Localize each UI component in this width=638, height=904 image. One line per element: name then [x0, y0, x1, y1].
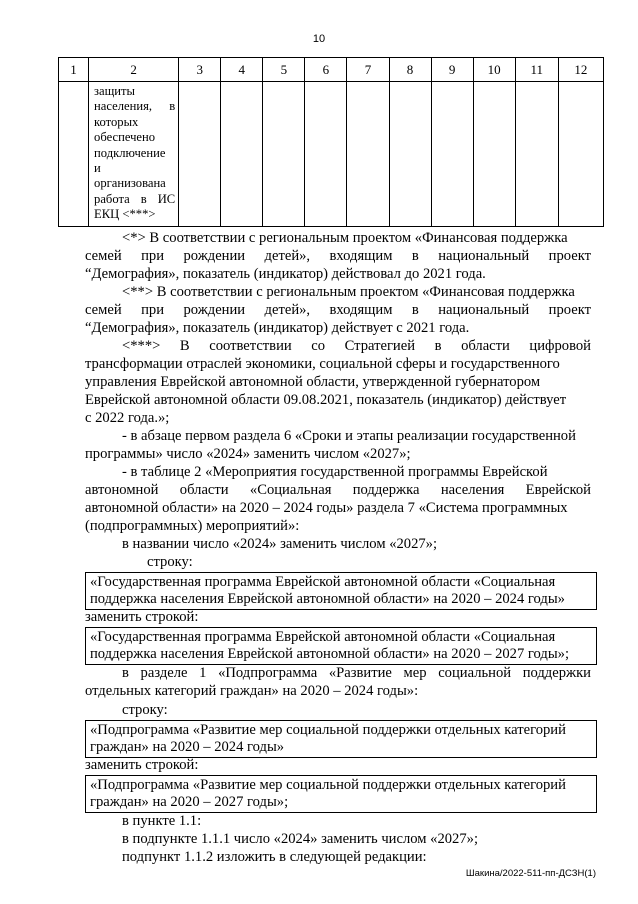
footnote-1-line: семей при рождении детей», входящим в национальный проект: [85, 248, 591, 264]
footnote-2-line: “Демография», показатель (индикатор) действует с 2021 года.: [85, 320, 470, 336]
header-cell: 1: [59, 58, 89, 82]
footnote-3-line: трансформации отраслей экономики, социальной сферы и государственного: [85, 356, 560, 372]
table-cell: [389, 82, 431, 227]
header-cell: 2: [89, 58, 179, 82]
footnote-3-line: с 2022 года.»;: [85, 410, 170, 426]
box-line: граждан» на 2020 – 2027 годы»;: [90, 794, 289, 810]
paragraph-line: подпункт 1.1.2 изложить в следующей редакции:: [122, 849, 427, 865]
cell-line: населения, в: [94, 99, 176, 114]
paragraph-line: в разделе 1 «Подпрограмма «Развитие мер социальной поддержки: [122, 665, 591, 681]
box-line: «Подпрограмма «Развитие мер социальной поддержки отдельных категорий: [90, 777, 566, 793]
page-number: 10: [312, 33, 326, 45]
footnote-1-line: <*> В соответствии с региональным проектом «Финансовая поддержка: [122, 230, 568, 246]
header-cell: 7: [347, 58, 389, 82]
table-header-row: [59, 58, 604, 82]
cell-line: организована: [94, 176, 166, 191]
replacement-box-new: [85, 627, 597, 665]
paragraph-line: в пункте 1.1:: [122, 813, 202, 829]
indicator-cell: [89, 82, 179, 227]
footnote-3-line: <***> В соответствии со Стратегией в области цифровой: [122, 338, 591, 354]
cell-line: и: [94, 161, 101, 176]
cell-line: которых: [94, 114, 139, 129]
header-cell: 8: [389, 58, 431, 82]
header-cell: 5: [263, 58, 305, 82]
cell-line: подключение: [94, 145, 166, 160]
footnote-2-line: <**> В соответствии с региональным проектом «Финансовая поддержка: [122, 284, 575, 300]
table-cell: [431, 82, 473, 227]
box-line: «Подпрограмма «Развитие мер социальной поддержки отдельных категорий: [90, 722, 566, 738]
table-cell: [59, 82, 89, 227]
table-cell: [221, 82, 263, 227]
paragraph-line: программы» число «2024» заменить числом «2027»;: [85, 446, 411, 462]
table-cell: [515, 82, 558, 227]
paragraph-line: (подпрограммных) мероприятий»:: [85, 518, 300, 534]
continuation-table: [58, 57, 604, 227]
box-line: поддержка населения Еврейской автономной области» на 2020 – 2027 годы»;: [90, 646, 569, 662]
paragraph-line: заменить строкой:: [85, 757, 199, 773]
box-line: поддержка населения Еврейской автономной области» на 2020 – 2024 годы»: [90, 591, 565, 607]
table-cell: [305, 82, 347, 227]
paragraph-line: - в таблице 2 «Мероприятия государственной программы Еврейской: [122, 464, 548, 480]
box-line: «Государственная программа Еврейской автономной области «Социальная: [90, 629, 556, 645]
box-line: граждан» на 2020 – 2024 годы»: [90, 739, 285, 755]
table-cell: [347, 82, 389, 227]
header-cell: 4: [221, 58, 263, 82]
table-cell: [179, 82, 221, 227]
replacement-box-new: [85, 775, 597, 813]
cell-line: защиты: [94, 84, 136, 98]
paragraph-line: строку:: [147, 554, 193, 570]
replacement-box-old: [85, 720, 597, 758]
paragraph-line: в подпункте 1.1.1 число «2024» заменить числом «2027»;: [122, 831, 478, 847]
header-cell: 3: [179, 58, 221, 82]
table-row: [59, 82, 604, 227]
paragraph-line: заменить строкой:: [85, 609, 199, 625]
paragraph-line: строку:: [122, 702, 168, 718]
paragraph-line: в названии число «2024» заменить числом «2027»;: [122, 536, 438, 552]
table-cell: [263, 82, 305, 227]
footnote-1-line: “Демография», показатель (индикатор) действовал до 2021 года.: [85, 266, 486, 282]
cell-line: работа в ИС: [94, 191, 176, 206]
paragraph-line: отдельных категорий граждан» на 2020 – 2024 годы»:: [85, 683, 419, 699]
header-cell: 11: [515, 58, 558, 82]
header-cell: 10: [473, 58, 515, 82]
table-cell: [558, 82, 603, 227]
header-cell: 6: [305, 58, 347, 82]
header-cell: 12: [558, 58, 603, 82]
footnote-3-line: управления Еврейской автономной области, утвержденной губернатором: [85, 374, 541, 390]
replacement-box-old: [85, 572, 597, 610]
document-footer-code: Шакина/2022-511-пп-ДСЗН(1): [465, 868, 596, 879]
paragraph-line: автономной области» на 2020 – 2024 годы» раздела 7 «Система программных: [85, 500, 568, 516]
paragraph-line: - в абзаце первом раздела 6 «Сроки и этапы реализации государственной: [122, 428, 576, 444]
header-cell: 9: [431, 58, 473, 82]
cell-line: ЕКЦ <***>: [94, 207, 156, 222]
footnote-2-line: семей при рождении детей», входящим в национальный проект: [85, 302, 591, 318]
box-line: «Государственная программа Еврейской автономной области «Социальная: [90, 574, 556, 590]
paragraph-line: автономной области «Социальная поддержка населения Еврейской: [85, 482, 591, 498]
footnote-3-line: Еврейской автономной области 09.08.2021, показатель (индикатор) действует: [85, 392, 567, 408]
cell-line: обеспечено: [94, 130, 156, 145]
table-cell: [473, 82, 515, 227]
